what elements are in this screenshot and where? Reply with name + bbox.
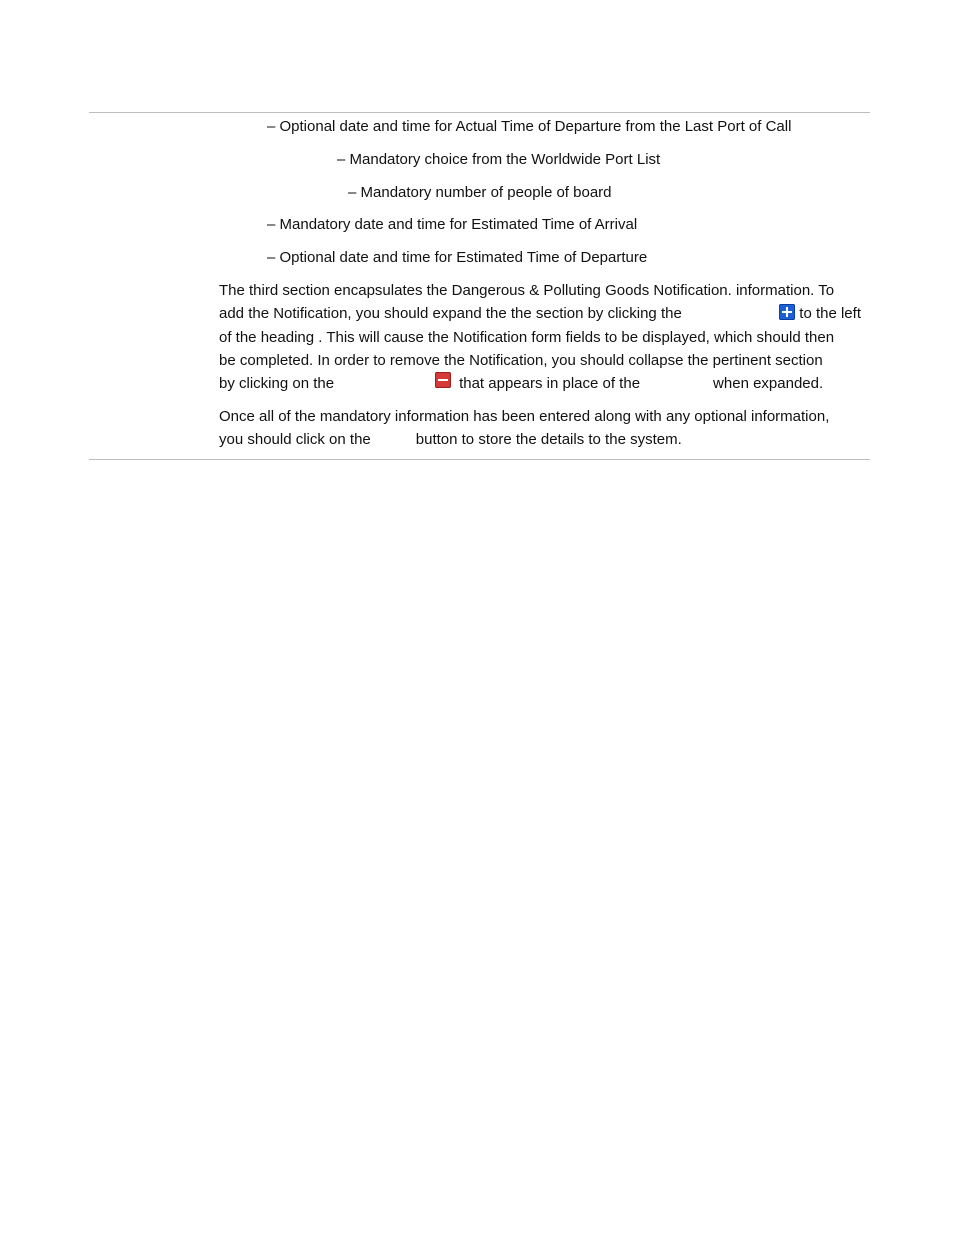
para1-line1: The third section encapsulates the Dangerous & Polluting Goods Notification. information. To — [219, 282, 835, 299]
para2-line2-a: you should click on the — [219, 431, 371, 449]
para1-line2 — [219, 302, 861, 325]
bottom-divider — [89, 459, 870, 460]
para1-line5-a: by clicking on the — [219, 375, 335, 393]
bullet-etd: – Optional date and time for Estimated Time of Departure — [267, 249, 648, 266]
para2-line2-b: button to store the details to the system. — [415, 431, 682, 449]
para1-line2-end — [779, 302, 861, 325]
para1-line2-tail: to the left — [799, 305, 861, 323]
para1-line4: be completed. In order to remove the Notification, you should collapse the pertinent section — [219, 351, 823, 369]
para2-line2 — [219, 428, 861, 451]
plus-icon[interactable] — [779, 304, 795, 320]
minus-icon[interactable] — [435, 372, 451, 388]
para1-line5-b: that appears in place of the — [459, 375, 641, 393]
para1-line5-c: when expanded. — [713, 375, 824, 393]
para1-line5 — [219, 372, 861, 395]
paragraph-save-instructions — [219, 405, 861, 452]
para1-line3: of the heading . This will cause the Notification form fields to be displayed, which should then — [219, 328, 835, 346]
top-divider — [89, 112, 870, 113]
bullet-port-list: – Mandatory choice from the Worldwide Port List — [337, 151, 661, 168]
para1-line2-text: add the Notification, you should expand the the section by clicking the — [219, 305, 682, 323]
bullet-people-on-board: – Mandatory number of people of board — [348, 184, 612, 201]
bullet-atd: – Optional date and time for Actual Time of Departure from the Last Port of Call — [267, 118, 792, 135]
bullet-eta: – Mandatory date and time for Estimated Time of Arrival — [267, 216, 638, 233]
paragraph-dpg-notification — [219, 279, 861, 395]
para2-line1: Once all of the mandatory information has been entered along with any optional information, — [219, 408, 830, 425]
